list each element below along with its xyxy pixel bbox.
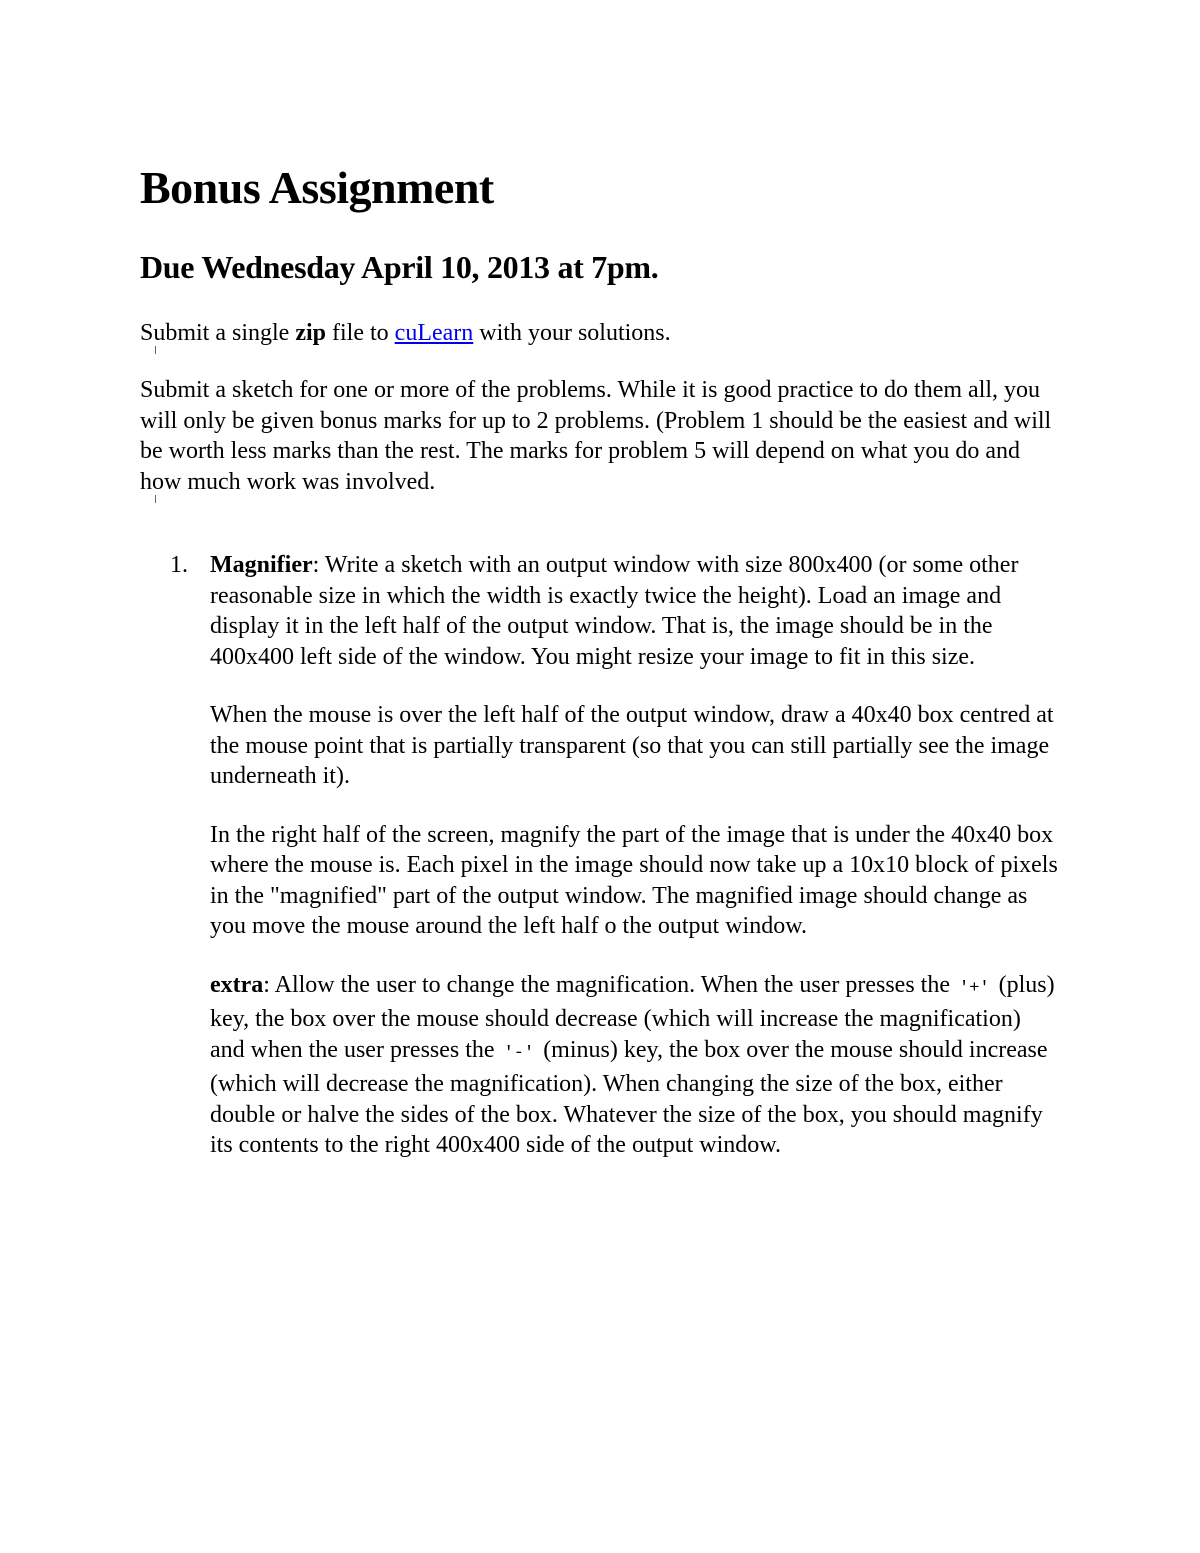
zip-keyword: zip bbox=[295, 320, 327, 346]
extra-text-1: : Allow the user to change the magnification. When the user presses the bbox=[263, 971, 956, 998]
problem-1-name: Magnifier bbox=[210, 552, 313, 578]
problem-1-box-paragraph: When the mouse is over the left half of the output window, draw a 40x40 box centred at the mouse point that is partially transparent (so that you can still partially see the image underneath it). bbox=[210, 702, 1054, 789]
submit-text-after: with your solutions. bbox=[473, 320, 671, 346]
submit-text-before: Submit a single bbox=[140, 320, 296, 346]
submit-instructions bbox=[140, 318, 1070, 349]
minus-key-code: '-' bbox=[503, 1043, 535, 1063]
extra-label: extra bbox=[210, 971, 264, 998]
problem-1-magnify-paragraph: In the right half of the screen, magnify the part of the image that is under the 40x40 box where the mouse is. Each pixel in the image should now take up a 10x10 block of pixels in the "magnified" part of the output window. The magnified image should change as you move the mouse around the left half o the output window. bbox=[210, 821, 1058, 939]
document-title: Bonus Assignment bbox=[140, 162, 494, 213]
problem-1-text: : Write a sketch with an output window with size 800x400 (or some other reasonable size in which the width is exactly twice the height). Load an image and display it in the left half of the output window. That is, the image should be in the 400x400 left side of the window. You might resize your image to fit in this size. bbox=[210, 552, 1019, 670]
extra-text-3: (minus) key, the box over the mouse should increase (which will decrease the magnification). When changing the size of the box, either double or halve the sides of the box. Whatever the size of the box, you should magnify its contents to the right 400x400 side of the output window. bbox=[210, 1036, 1048, 1158]
cursor-mark bbox=[155, 495, 156, 503]
problem-number: 1. bbox=[170, 552, 188, 578]
submit-text-middle: file to bbox=[326, 320, 395, 346]
problem-1-extra-paragraph bbox=[210, 970, 1060, 1161]
due-date-heading: Due Wednesday April 10, 2013 at 7pm. bbox=[140, 249, 659, 285]
intro-paragraph: Submit a sketch for one or more of the problems. While it is good practice to do them all, you will only be given bonus marks for up to 2 problems. (Problem 1 should be the easiest and will be worth less marks than the rest. The marks for problem 5 will depend on what you do and how much work was involved. bbox=[140, 377, 1052, 495]
problem-1-body bbox=[210, 550, 1060, 1189]
cursor-mark bbox=[155, 346, 156, 354]
plus-key-code: '+' bbox=[959, 978, 990, 998]
extra-text-2: (plus) key, the box over the mouse should decrease (which will increase the magnification) and when the user presses the bbox=[210, 971, 1055, 1063]
problem-1-description bbox=[210, 550, 1060, 672]
culearn-link[interactable]: cuLearn bbox=[394, 320, 474, 346]
